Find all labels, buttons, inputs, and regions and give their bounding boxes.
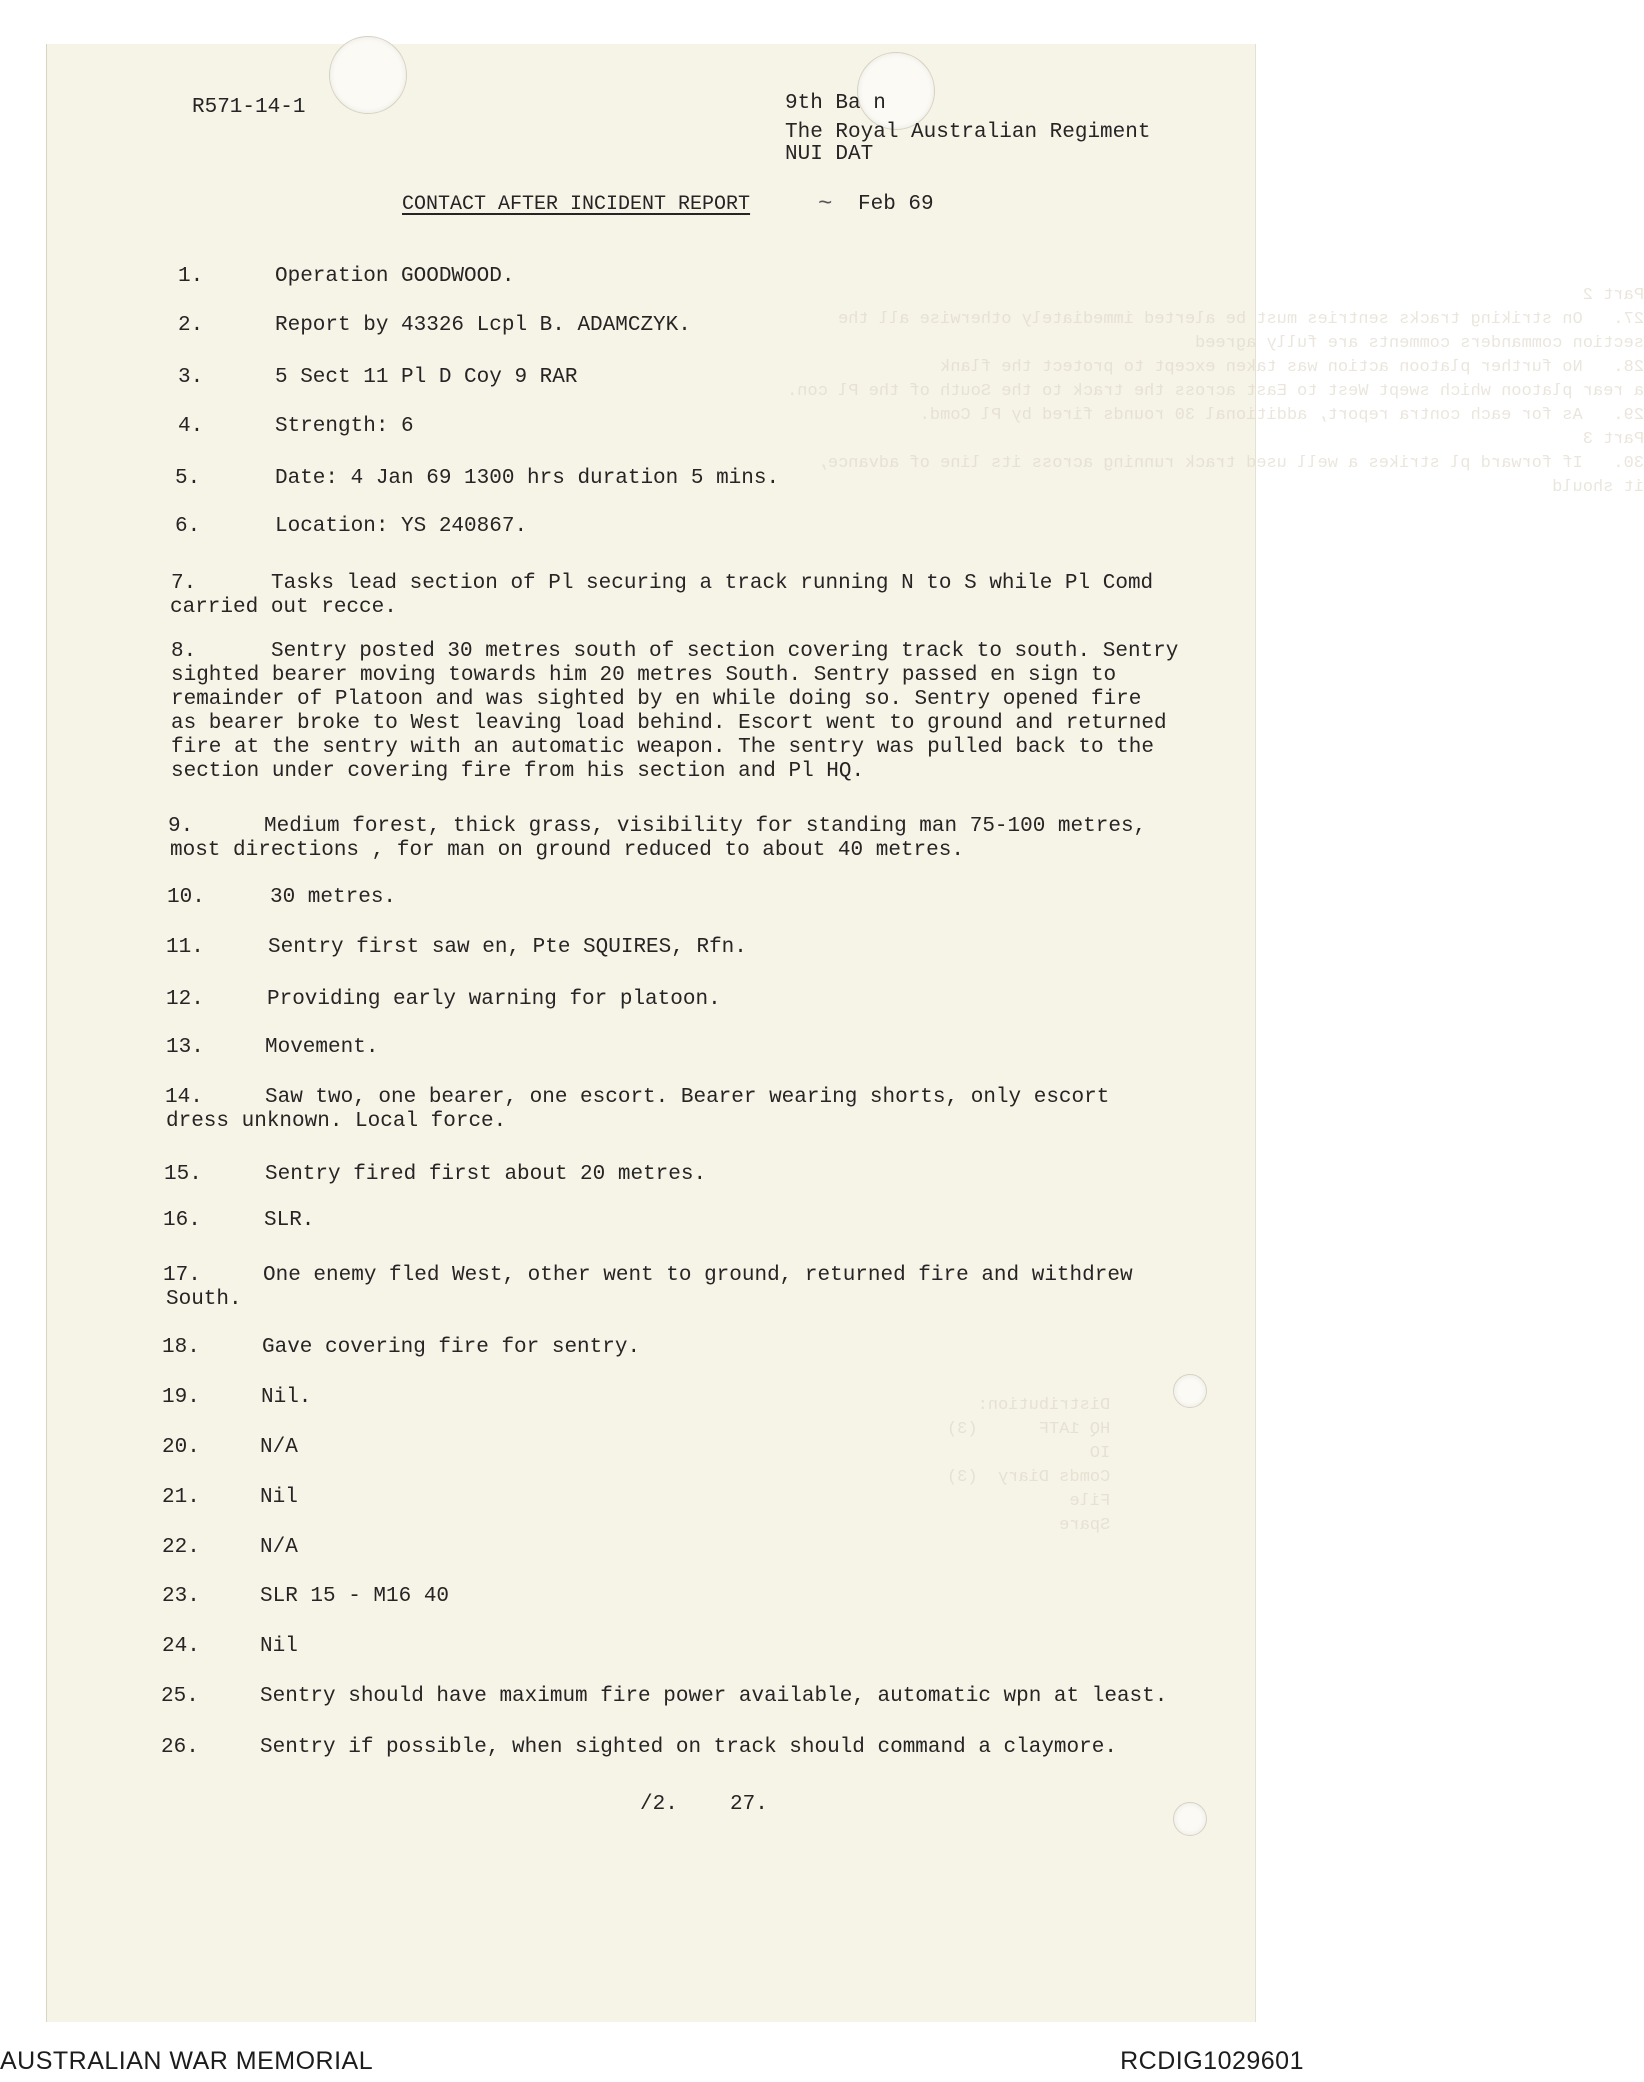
item-text-line: Location: YS 240867. bbox=[275, 515, 528, 538]
item-text-line: most directions , for man on ground reduced to about 40 metres. bbox=[170, 839, 964, 862]
item-number: 16. bbox=[163, 1209, 201, 1232]
item-text-line: N/A bbox=[260, 1536, 298, 1559]
item-number: 3. bbox=[178, 366, 204, 389]
regiment-name: The Royal Australian Regiment bbox=[785, 121, 1151, 144]
item-text-line: Sentry fired first about 20 metres. bbox=[265, 1163, 707, 1186]
report-date: Feb 69 bbox=[858, 193, 934, 216]
next-item-marker: 27. bbox=[730, 1793, 768, 1816]
item-text-line: 30 metres. bbox=[270, 886, 397, 909]
item-text-line: section under covering fire from his section and Pl HQ. bbox=[171, 760, 865, 783]
page-marker: /2. bbox=[640, 1793, 678, 1816]
punch-hole bbox=[1173, 1374, 1207, 1408]
punch-hole bbox=[329, 36, 407, 114]
item-text-line: remainder of Platoon and was sighted by en while doing so. Sentry opened fire bbox=[171, 688, 1142, 711]
item-text-line: Movement. bbox=[265, 1036, 379, 1059]
item-text-line: Date: 4 Jan 69 1300 hrs duration 5 mins. bbox=[275, 467, 780, 490]
item-text-line: sighted bearer moving towards him 20 metres South. Sentry passed en sign to bbox=[171, 664, 1117, 687]
item-number: 8. bbox=[171, 640, 197, 663]
item-text-line: Providing early warning for platoon. bbox=[267, 988, 721, 1011]
item-text-line: Strength: 6 bbox=[275, 415, 414, 438]
location-header: NUI DAT bbox=[785, 143, 874, 166]
item-number: 22. bbox=[162, 1536, 200, 1559]
item-number: 25. bbox=[161, 1685, 199, 1708]
item-number: 9. bbox=[168, 815, 194, 838]
item-number: 14. bbox=[165, 1086, 203, 1109]
item-number: 15. bbox=[164, 1163, 202, 1186]
punch-hole bbox=[1173, 1802, 1207, 1836]
bleed-through-text: Part 2 27. On striking tracks sentries must be alerted immediately otherwise all the section commanders comments are fully agreed 28. No further platoon action was taken except to protect the flank a rear platoon which swept West to East across the track to the South of the Pl con. 29. As for each contra report, additional 30 rounds fired by Pl Comd. Part 3 30. If forward pl strikes a well used track running across its line of advance, it should bbox=[787, 286, 1644, 497]
document-sheet bbox=[46, 44, 1644, 2022]
item-text-line: Tasks lead section of Pl securing a track running N to S while Pl Comd bbox=[271, 572, 1154, 595]
item-number: 17. bbox=[163, 1264, 201, 1287]
file-reference: R571-14-1 bbox=[192, 96, 306, 119]
item-text-line: Sentry posted 30 metres south of section covering track to south. Sentry bbox=[271, 640, 1179, 663]
item-number: 11. bbox=[166, 936, 204, 959]
item-text-line: Nil. bbox=[261, 1386, 312, 1409]
item-text-line: as bearer broke to West leaving load behind. Escort went to ground and returned bbox=[171, 712, 1167, 735]
item-number: 26. bbox=[161, 1736, 199, 1759]
item-number: 18. bbox=[162, 1336, 200, 1359]
item-number: 20. bbox=[162, 1436, 200, 1459]
item-text-line: SLR. bbox=[264, 1209, 315, 1232]
item-text-line: carried out recce. bbox=[170, 596, 397, 619]
item-text-line: Sentry if possible, when sighted on track should command a claymore. bbox=[260, 1736, 1117, 1759]
item-text-line: Sentry should have maximum fire power available, automatic wpn at least. bbox=[260, 1685, 1168, 1708]
item-text-line: 5 Sect 11 Pl D Coy 9 RAR bbox=[275, 366, 578, 389]
item-text-line: N/A bbox=[260, 1436, 298, 1459]
report-title: CONTACT AFTER INCIDENT REPORT bbox=[402, 193, 751, 216]
item-number: 19. bbox=[162, 1386, 200, 1409]
item-text-line: One enemy fled West, other went to ground, returned fire and withdrew bbox=[263, 1264, 1133, 1287]
item-number: 1. bbox=[178, 265, 204, 288]
archive-id: RCDIG1029601 bbox=[1120, 2047, 1304, 2075]
item-number: 6. bbox=[175, 515, 201, 538]
item-number: 12. bbox=[166, 988, 204, 1011]
item-text-line: Sentry first saw en, Pte SQUIRES, Rfn. bbox=[268, 936, 747, 959]
item-number: 7. bbox=[171, 572, 197, 595]
item-text-line: Gave covering fire for sentry. bbox=[262, 1336, 641, 1359]
unit-name-line: 9th Ba n bbox=[785, 92, 886, 115]
item-number: 24. bbox=[162, 1635, 200, 1658]
bleed-through-distribution: Distribution: HQ 1ATF (3) IO Comds Diary (3) File Spare bbox=[947, 1396, 1111, 1535]
item-number: 4. bbox=[178, 415, 204, 438]
item-number: 13. bbox=[166, 1036, 204, 1059]
item-text-line: Medium forest, thick grass, visibility for standing man 75-100 metres, bbox=[264, 815, 1147, 838]
item-text-line: South. bbox=[166, 1288, 242, 1311]
punch-hole bbox=[857, 52, 935, 130]
item-number: 10. bbox=[167, 886, 205, 909]
item-number: 23. bbox=[162, 1585, 200, 1608]
item-text-line: SLR 15 - M16 40 bbox=[260, 1585, 450, 1608]
date-day-handwritten: ~ bbox=[818, 191, 833, 218]
item-text-line: Saw two, one bearer, one escort. Bearer wearing shorts, only escort bbox=[265, 1086, 1110, 1109]
item-number: 2. bbox=[178, 314, 204, 337]
item-text-line: fire at the sentry with an automatic weapon. The sentry was pulled back to the bbox=[171, 736, 1154, 759]
item-text-line: Nil bbox=[260, 1635, 298, 1658]
item-text-line: dress unknown. Local force. bbox=[166, 1110, 507, 1133]
item-text-line: Nil bbox=[260, 1486, 298, 1509]
item-number: 5. bbox=[175, 467, 201, 490]
item-text-line: Report by 43326 Lcpl B. ADAMCZYK. bbox=[275, 314, 691, 337]
archive-credit: AUSTRALIAN WAR MEMORIAL bbox=[0, 2047, 374, 2075]
item-number: 21. bbox=[162, 1486, 200, 1509]
item-text-line: Operation GOODWOOD. bbox=[275, 265, 515, 288]
